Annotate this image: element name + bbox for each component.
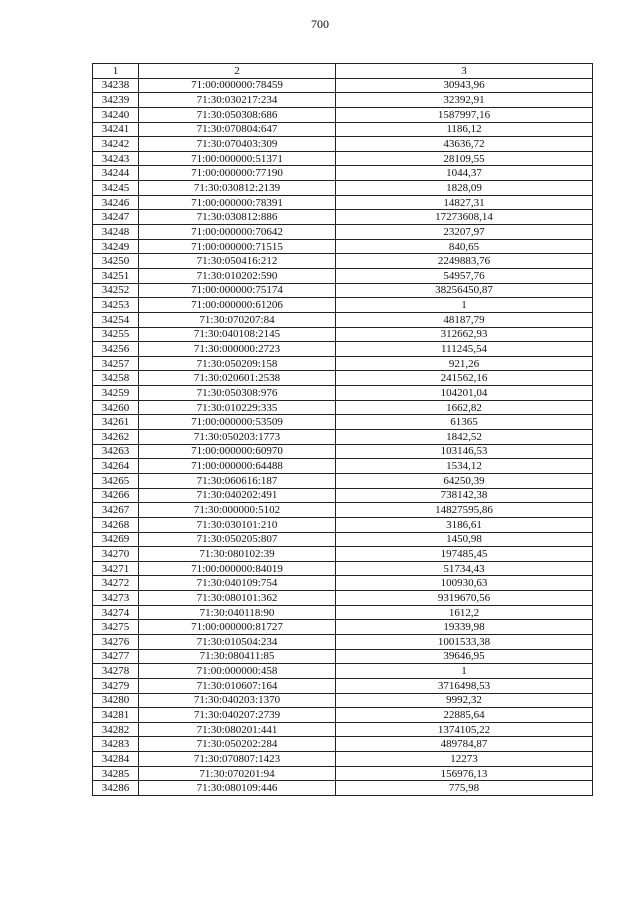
- cadastral-number-cell: 71:30:040109:754: [139, 576, 336, 591]
- cadastral-number-cell: 71:30:070807:1423: [139, 752, 336, 767]
- row-number-cell: 34242: [93, 137, 139, 152]
- value-cell: 30943,96: [336, 78, 593, 93]
- table-row: [93, 634, 593, 649]
- value-cell: 840,65: [336, 239, 593, 254]
- cadastral-number-cell: 71:30:080201:441: [139, 722, 336, 737]
- row-number-cell: 34269: [93, 532, 139, 547]
- table-row: [93, 708, 593, 723]
- value-cell: 738142,38: [336, 488, 593, 503]
- row-number-cell: 34262: [93, 430, 139, 445]
- value-cell: 39646,95: [336, 649, 593, 664]
- row-number-cell: 34261: [93, 415, 139, 430]
- row-number-cell: 34276: [93, 634, 139, 649]
- value-cell: 1044,37: [336, 166, 593, 181]
- table-row: [93, 239, 593, 254]
- cadastral-number-cell: 71:30:050202:284: [139, 737, 336, 752]
- row-number-cell: 34259: [93, 386, 139, 401]
- table-row: [93, 430, 593, 445]
- row-number-cell: 34252: [93, 283, 139, 298]
- value-cell: 312662,93: [336, 327, 593, 342]
- value-cell: 51734,43: [336, 561, 593, 576]
- cadastral-number-cell: 71:00:000000:78459: [139, 78, 336, 93]
- table-row: [93, 400, 593, 415]
- table-row: [93, 342, 593, 357]
- cadastral-number-cell: 71:00:000000:84019: [139, 561, 336, 576]
- table-row: [93, 576, 593, 591]
- cadastral-number-cell: 71:30:010229:335: [139, 400, 336, 415]
- table-row: [93, 752, 593, 767]
- value-cell: 28109,55: [336, 151, 593, 166]
- value-cell: 197485,45: [336, 547, 593, 562]
- cadastral-number-cell: 71:30:070201:94: [139, 766, 336, 781]
- table-row: [93, 254, 593, 269]
- cadastral-number-cell: 71:00:000000:75174: [139, 283, 336, 298]
- row-number-cell: 34246: [93, 195, 139, 210]
- table-row: [93, 151, 593, 166]
- table-row: [93, 664, 593, 679]
- table-row: [93, 298, 593, 313]
- cadastral-number-cell: 71:30:010202:590: [139, 268, 336, 283]
- row-number-cell: 34266: [93, 488, 139, 503]
- row-number-cell: 34238: [93, 78, 139, 93]
- cadastral-number-cell: 71:30:040202:491: [139, 488, 336, 503]
- row-number-cell: 34257: [93, 356, 139, 371]
- row-number-cell: 34251: [93, 268, 139, 283]
- cadastral-number-cell: 71:30:030812:2139: [139, 181, 336, 196]
- table-row: [93, 459, 593, 474]
- column-header-1: 1: [93, 64, 139, 79]
- cadastral-number-cell: 71:00:000000:70642: [139, 225, 336, 240]
- cadastral-number-cell: 71:00:000000:51371: [139, 151, 336, 166]
- cadastral-number-cell: 71:30:080102:39: [139, 547, 336, 562]
- row-number-cell: 34263: [93, 444, 139, 459]
- value-cell: 32392,91: [336, 93, 593, 108]
- value-cell: 1842,52: [336, 430, 593, 445]
- table-row: [93, 137, 593, 152]
- value-cell: 38256450,87: [336, 283, 593, 298]
- value-cell: 1374105,22: [336, 722, 593, 737]
- value-cell: 1450,98: [336, 532, 593, 547]
- row-number-cell: 34253: [93, 298, 139, 313]
- table-row: [93, 737, 593, 752]
- table-row: [93, 649, 593, 664]
- value-cell: 48187,79: [336, 312, 593, 327]
- cadastral-number-cell: 71:00:000000:78391: [139, 195, 336, 210]
- table-row: [93, 268, 593, 283]
- table-row: [93, 781, 593, 796]
- row-number-cell: 34285: [93, 766, 139, 781]
- table-row: [93, 166, 593, 181]
- row-number-cell: 34249: [93, 239, 139, 254]
- value-cell: 19339,98: [336, 620, 593, 635]
- value-cell: 12273: [336, 752, 593, 767]
- table-row: [93, 693, 593, 708]
- row-number-cell: 34241: [93, 122, 139, 137]
- table-row: [93, 107, 593, 122]
- value-cell: 1828,09: [336, 181, 593, 196]
- row-number-cell: 34275: [93, 620, 139, 635]
- table-header: [93, 64, 593, 79]
- cadastral-number-cell: 71:30:070403:309: [139, 137, 336, 152]
- row-number-cell: 34254: [93, 312, 139, 327]
- value-cell: 1612,2: [336, 605, 593, 620]
- cadastral-number-cell: 71:00:000000:64488: [139, 459, 336, 474]
- value-cell: 775,98: [336, 781, 593, 796]
- cadastral-number-cell: 71:30:010504:234: [139, 634, 336, 649]
- row-number-cell: 34245: [93, 181, 139, 196]
- table-row: [93, 283, 593, 298]
- table-row: [93, 620, 593, 635]
- cadastral-table: [92, 63, 593, 796]
- cadastral-number-cell: 71:00:000000:81727: [139, 620, 336, 635]
- cadastral-number-cell: 71:00:000000:61206: [139, 298, 336, 313]
- cadastral-number-cell: 71:30:050203:1773: [139, 430, 336, 445]
- cadastral-number-cell: 71:30:080109:446: [139, 781, 336, 796]
- row-number-cell: 34274: [93, 605, 139, 620]
- row-number-cell: 34270: [93, 547, 139, 562]
- cadastral-number-cell: 71:30:040207:2739: [139, 708, 336, 723]
- row-number-cell: 34264: [93, 459, 139, 474]
- value-cell: 1001533,38: [336, 634, 593, 649]
- value-cell: 241562,16: [336, 371, 593, 386]
- cadastral-number-cell: 71:00:000000:77190: [139, 166, 336, 181]
- table-row: [93, 444, 593, 459]
- table-row: [93, 78, 593, 93]
- row-number-cell: 34283: [93, 737, 139, 752]
- table-row: [93, 93, 593, 108]
- cadastral-number-cell: 71:30:040118:90: [139, 605, 336, 620]
- cadastral-number-cell: 71:00:000000:60970: [139, 444, 336, 459]
- cadastral-number-cell: 71:30:000000:2723: [139, 342, 336, 357]
- table-row: [93, 678, 593, 693]
- table-row: [93, 122, 593, 137]
- value-cell: 1: [336, 664, 593, 679]
- row-number-cell: 34265: [93, 473, 139, 488]
- cadastral-number-cell: 71:30:080101:362: [139, 591, 336, 606]
- row-number-cell: 34273: [93, 591, 139, 606]
- value-cell: 103146,53: [336, 444, 593, 459]
- table-row: [93, 195, 593, 210]
- value-cell: 3716498,53: [336, 678, 593, 693]
- value-cell: 54957,76: [336, 268, 593, 283]
- value-cell: 1: [336, 298, 593, 313]
- value-cell: 921,26: [336, 356, 593, 371]
- row-number-cell: 34286: [93, 781, 139, 796]
- row-number-cell: 34243: [93, 151, 139, 166]
- table-row: [93, 517, 593, 532]
- page-number: 700: [311, 17, 329, 31]
- value-cell: 17273608,14: [336, 210, 593, 225]
- value-cell: 1662,82: [336, 400, 593, 415]
- row-number-cell: 34248: [93, 225, 139, 240]
- value-cell: 64250,39: [336, 473, 593, 488]
- cadastral-number-cell: 71:00:000000:458: [139, 664, 336, 679]
- value-cell: 22885,64: [336, 708, 593, 723]
- row-number-cell: 34268: [93, 517, 139, 532]
- value-cell: 14827,31: [336, 195, 593, 210]
- value-cell: 3186,61: [336, 517, 593, 532]
- cadastral-number-cell: 71:30:020601:2538: [139, 371, 336, 386]
- table-row: [93, 561, 593, 576]
- cadastral-table-container: [92, 63, 592, 796]
- cadastral-number-cell: 71:30:040108:2145: [139, 327, 336, 342]
- value-cell: 1587997,16: [336, 107, 593, 122]
- cadastral-number-cell: 71:30:030812:886: [139, 210, 336, 225]
- cadastral-number-cell: 71:00:000000:71515: [139, 239, 336, 254]
- row-number-cell: 34279: [93, 678, 139, 693]
- value-cell: 489784,87: [336, 737, 593, 752]
- table-row: [93, 503, 593, 518]
- column-header-2: 2: [139, 64, 336, 79]
- row-number-cell: 34260: [93, 400, 139, 415]
- value-cell: 1534,12: [336, 459, 593, 474]
- value-cell: 2249883,76: [336, 254, 593, 269]
- row-number-cell: 34281: [93, 708, 139, 723]
- table-row: [93, 181, 593, 196]
- table-body: [93, 78, 593, 795]
- table-row: [93, 327, 593, 342]
- row-number-cell: 34272: [93, 576, 139, 591]
- row-number-cell: 34271: [93, 561, 139, 576]
- header-row: [93, 64, 593, 79]
- cadastral-number-cell: 71:30:050308:686: [139, 107, 336, 122]
- value-cell: 100930,63: [336, 576, 593, 591]
- row-number-cell: 34277: [93, 649, 139, 664]
- table-row: [93, 386, 593, 401]
- cadastral-number-cell: 71:30:070804:647: [139, 122, 336, 137]
- row-number-cell: 34278: [93, 664, 139, 679]
- cadastral-number-cell: 71:30:030101:210: [139, 517, 336, 532]
- row-number-cell: 34244: [93, 166, 139, 181]
- value-cell: 1186,12: [336, 122, 593, 137]
- cadastral-number-cell: 71:30:050416:212: [139, 254, 336, 269]
- value-cell: 14827595,86: [336, 503, 593, 518]
- value-cell: 156976,13: [336, 766, 593, 781]
- value-cell: 23207,97: [336, 225, 593, 240]
- table-row: [93, 371, 593, 386]
- cadastral-number-cell: 71:30:010607:164: [139, 678, 336, 693]
- row-number-cell: 34247: [93, 210, 139, 225]
- cadastral-number-cell: 71:30:040203:1370: [139, 693, 336, 708]
- cadastral-number-cell: 71:30:050308:976: [139, 386, 336, 401]
- row-number-cell: 34267: [93, 503, 139, 518]
- value-cell: 111245,54: [336, 342, 593, 357]
- cadastral-number-cell: 71:30:080411:85: [139, 649, 336, 664]
- row-number-cell: 34284: [93, 752, 139, 767]
- row-number-cell: 34256: [93, 342, 139, 357]
- value-cell: 61365: [336, 415, 593, 430]
- value-cell: 104201,04: [336, 386, 593, 401]
- table-row: [93, 312, 593, 327]
- value-cell: 43636,72: [336, 137, 593, 152]
- column-header-3: 3: [336, 64, 593, 79]
- table-row: [93, 210, 593, 225]
- table-row: [93, 488, 593, 503]
- row-number-cell: 34255: [93, 327, 139, 342]
- row-number-cell: 34280: [93, 693, 139, 708]
- cadastral-number-cell: 71:30:030217:234: [139, 93, 336, 108]
- row-number-cell: 34239: [93, 93, 139, 108]
- cadastral-number-cell: 71:30:000000:5102: [139, 503, 336, 518]
- table-row: [93, 605, 593, 620]
- row-number-cell: 34282: [93, 722, 139, 737]
- cadastral-number-cell: 71:30:050205:807: [139, 532, 336, 547]
- value-cell: 9319670,56: [336, 591, 593, 606]
- table-row: [93, 547, 593, 562]
- row-number-cell: 34250: [93, 254, 139, 269]
- cadastral-number-cell: 71:30:060616:187: [139, 473, 336, 488]
- table-row: [93, 225, 593, 240]
- cadastral-number-cell: 71:30:050209:158: [139, 356, 336, 371]
- table-row: [93, 766, 593, 781]
- cadastral-number-cell: 71:00:000000:53509: [139, 415, 336, 430]
- table-row: [93, 591, 593, 606]
- table-row: [93, 473, 593, 488]
- table-row: [93, 722, 593, 737]
- cadastral-number-cell: 71:30:070207:84: [139, 312, 336, 327]
- table-row: [93, 356, 593, 371]
- table-row: [93, 415, 593, 430]
- row-number-cell: 34258: [93, 371, 139, 386]
- row-number-cell: 34240: [93, 107, 139, 122]
- value-cell: 9992,32: [336, 693, 593, 708]
- table-row: [93, 532, 593, 547]
